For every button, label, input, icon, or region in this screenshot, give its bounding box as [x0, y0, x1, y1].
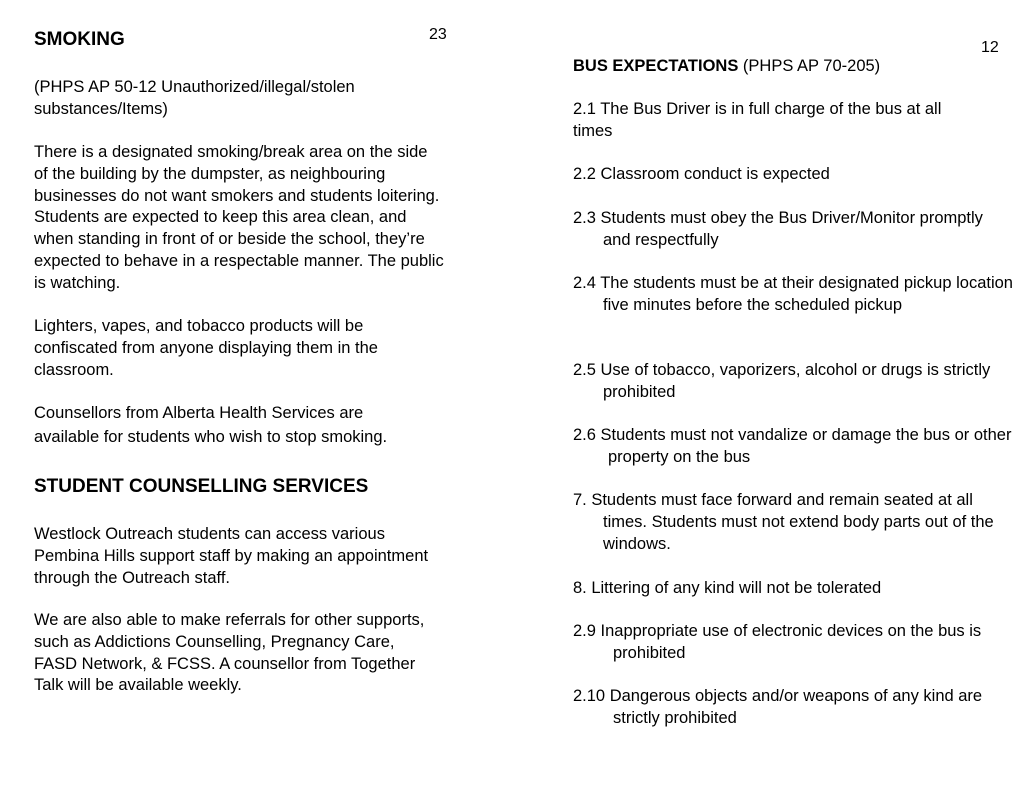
counselling-paragraph-2: We are also able to make referrals for other supports, such as Addictions Counselling, Pregnancy Care, FASD Network, & FCSS. A counsellor from Together Talk will be available weekly. — [34, 611, 425, 695]
smoking-paragraph-3: Counsellors from Alberta Health Services are available for students who wish to stop smoking. — [34, 404, 388, 446]
bus-rule-2-9: 2.9 Inappropriate use of electronic devices on the bus is prohibited — [573, 622, 982, 662]
bus-rule-2-10: 2.10 Dangerous objects and/or weapons of any kind are strictly prohibited — [573, 687, 983, 727]
bus-rule-8: 8. Littering of any kind will not be tolerated — [573, 579, 882, 597]
bus-rule-2-2: 2.2 Classroom conduct is expected — [573, 165, 830, 183]
bus-rule-2-6: 2.6 Students must not vandalize or damage the bus or other property on the bus — [573, 426, 1012, 466]
bus-expectations-title: BUS EXPECTATIONS — [573, 57, 739, 75]
bus-rule-2-1: 2.1 The Bus Driver is in full charge of the bus at all times — [573, 100, 942, 140]
bus-expectations-heading — [573, 56, 993, 78]
smoking-policy-ref: (PHPS AP 50-12 Unauthorized/illegal/stolen substances/Items) — [34, 78, 355, 118]
bus-rule-2-4: 2.4 The students must be at their designated pickup location five minutes before the scheduled pickup — [573, 274, 1013, 314]
counselling-paragraph-1: Westlock Outreach students can access various Pembina Hills support staff by making an appointment through the Outreach staff. — [34, 525, 429, 587]
bus-rule-2-5: 2.5 Use of tobacco, vaporizers, alcohol or drugs is strictly prohibited — [573, 361, 991, 401]
smoking-paragraph-1: There is a designated smoking/break area on the side of the building by the dumpster, as neighbouring businesses do not want smokers and students loitering. Students are expected to keep this area clean, and when standing in front of or beside the school, they’re expected to behave in a respectable manner. The public is watching. — [34, 143, 444, 292]
smoking-heading: SMOKING — [34, 29, 125, 50]
left-page-number: 23 — [429, 26, 447, 43]
counselling-heading: STUDENT COUNSELLING SERVICES — [34, 476, 369, 497]
smoking-paragraph-2: Lighters, vapes, and tobacco products will be confiscated from anyone displaying them in the classroom. — [34, 317, 378, 379]
bus-expectations-ref: (PHPS AP 70-205) — [738, 57, 881, 75]
right-page-number: 12 — [981, 39, 999, 56]
bus-rule-7: 7. Students must face forward and remain seated at all times. Students must not extend body parts out of the windows. — [573, 491, 994, 553]
bus-rule-2-3: 2.3 Students must obey the Bus Driver/Monitor promptly and respectfully — [573, 209, 983, 249]
